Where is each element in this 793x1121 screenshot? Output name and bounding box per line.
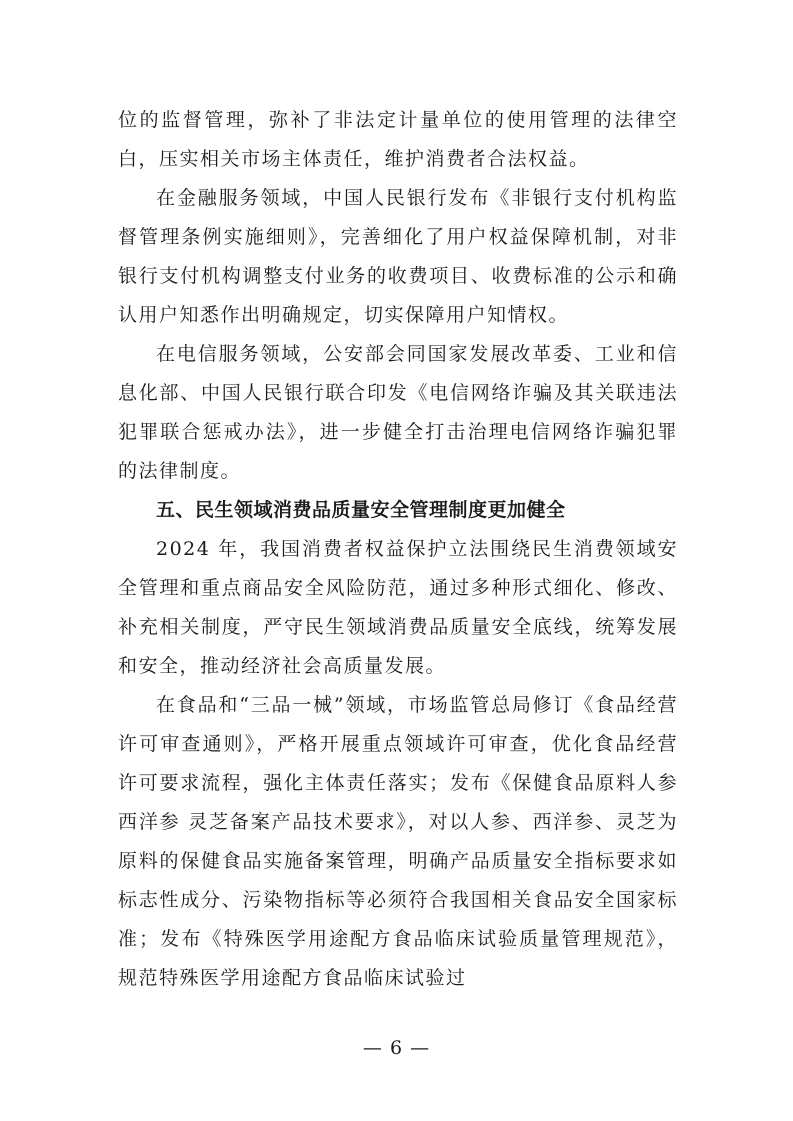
paragraph-telecom: 在电信服务领域，公安部会同国家发展改革委、工业和信息化部、中国人民银行联合印发《电信网络诈骗及其关联违法犯罪联合惩戒办法》，进一步健全打击治理电信网络诈骗犯罪的法律制度。: [118, 343, 678, 482]
document-body: [118, 101, 678, 998]
section-heading: 五、民生领域消费品质量安全管理制度更加健全: [156, 499, 566, 521]
paragraph-food: 在食品和“三品一械”领域，市场监管总局修订《食品经营许可审查通则》，严格开展重点领域许可审查，优化食品经营许可要求流程，强化主体责任落实；发布《保健食品原料人参 西洋参 灵芝备案产品技术要求》，对以人参、西洋参、灵芝为原料的保健食品实施备案管理，明确产品质量安全指标要求如标志性成分、污染物指标等必须符合我国相关食品安全国家标准；发布《特殊医学用途配方食品临床试验质量管理规范》，规范特殊医学用途配方食品临床试验过: [118, 694, 678, 989]
page-number: — 6 —: [362, 1037, 431, 1059]
paragraph-continuation: 位的监督管理，弥补了非法定计量单位的使用管理的法律空白，压实相关市场主体责任，维护消费者合法权益。: [118, 109, 678, 170]
paragraph-finance: 在金融服务领域，中国人民银行发布《非银行支付机构监督管理条例实施细则》，完善细化了用户权益保障机制，对非银行支付机构调整支付业务的收费项目、收费标准的公示和确认用户知悉作出明确规定，切实保障用户知情权。: [118, 187, 678, 326]
paragraph-2024-overview: 2024 年，我国消费者权益保护立法围绕民生消费领域安全管理和重点商品安全风险防范，通过多种形式细化、修改、补充相关制度，严守民生领域消费品质量安全底线，统筹发展和安全，推动经济社会高质量发展。: [118, 538, 678, 677]
